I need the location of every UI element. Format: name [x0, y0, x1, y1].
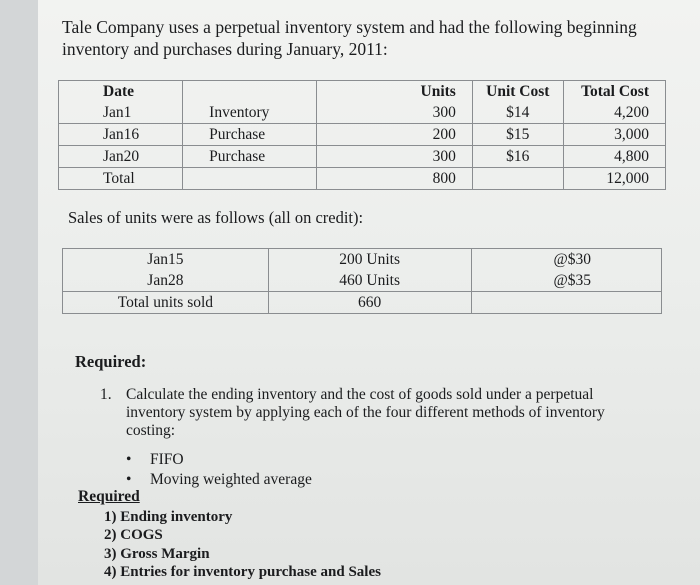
bullet-text: FIFO: [150, 451, 184, 468]
sub-item: 2) COGS: [104, 527, 163, 543]
row-date: Jan16: [59, 124, 183, 146]
row-units: 300: [316, 146, 472, 168]
row-total-cost: 4,800: [563, 146, 665, 168]
header-date: Date: [59, 81, 183, 103]
sales-date: Jan15: [63, 249, 269, 271]
item-text: Calculate the ending inventory and the cost of goods sold under a perpetual inventory system by applying each of the four different methods of inventory costing:: [126, 386, 605, 439]
header-unit-cost: Unit Cost: [472, 81, 563, 103]
header-type: [183, 81, 317, 103]
table-row: [59, 146, 666, 168]
bullet-item: [126, 471, 312, 489]
row-type: Purchase: [183, 146, 317, 168]
sales-units: 200 Units: [268, 249, 471, 271]
sales-label: Sales of units were as follows (all on credit):: [68, 208, 364, 227]
bullet-item: [126, 451, 184, 469]
row-unit-cost: [472, 168, 563, 190]
row-date: Total: [59, 168, 183, 190]
sales-price: @$35: [471, 270, 662, 292]
sales-units: 660: [268, 292, 471, 314]
header-total-cost: Total Cost: [563, 81, 665, 103]
row-units: 300: [316, 102, 472, 124]
bullet-text: Moving weighted average: [150, 471, 312, 488]
sub-item: 1) Ending inventory: [104, 509, 233, 525]
sales-price: @$30: [471, 249, 662, 271]
table-total-row: [59, 168, 666, 190]
row-date: Jan20: [59, 146, 183, 168]
item-number: 1.: [100, 386, 112, 403]
table-row: [59, 124, 666, 146]
sales-price: [471, 292, 662, 314]
sub-item: 4) Entries for inventory purchase and Sales: [104, 564, 381, 580]
sales-date: Total units sold: [63, 292, 269, 314]
row-units: 800: [316, 168, 472, 190]
row-unit-cost: $16: [472, 146, 563, 168]
sales-table: [62, 248, 662, 314]
sales-units: 460 Units: [268, 270, 471, 292]
required-heading: Required:: [75, 352, 147, 371]
row-total-cost: 4,200: [563, 102, 665, 124]
row-units: 200: [316, 124, 472, 146]
sales-date: Jan28: [63, 270, 269, 292]
table-row: [59, 102, 666, 124]
row-date: Jan1: [59, 102, 183, 124]
intro-paragraph: Tale Company uses a perpetual inventory system and had the following beginning inventory and purchases during January, 2011:: [62, 17, 637, 59]
row-type: [183, 168, 317, 190]
inventory-table: [58, 80, 666, 190]
table-total-row: [63, 292, 662, 314]
table-row: [63, 270, 662, 292]
sub-item: 3) Gross Margin: [104, 546, 210, 562]
row-total-cost: 3,000: [563, 124, 665, 146]
question-item: [100, 386, 640, 440]
table-row: [63, 249, 662, 271]
row-unit-cost: $14: [472, 102, 563, 124]
bullet-dot: •: [126, 451, 132, 468]
row-unit-cost: $15: [472, 124, 563, 146]
header-units: Units: [316, 81, 472, 103]
row-total-cost: 12,000: [563, 168, 665, 190]
bullet-dot: •: [126, 471, 132, 488]
row-type: Purchase: [183, 124, 317, 146]
row-type: Inventory: [183, 102, 317, 124]
table-header-row: [59, 81, 666, 103]
required-subheading: Required: [78, 488, 140, 505]
